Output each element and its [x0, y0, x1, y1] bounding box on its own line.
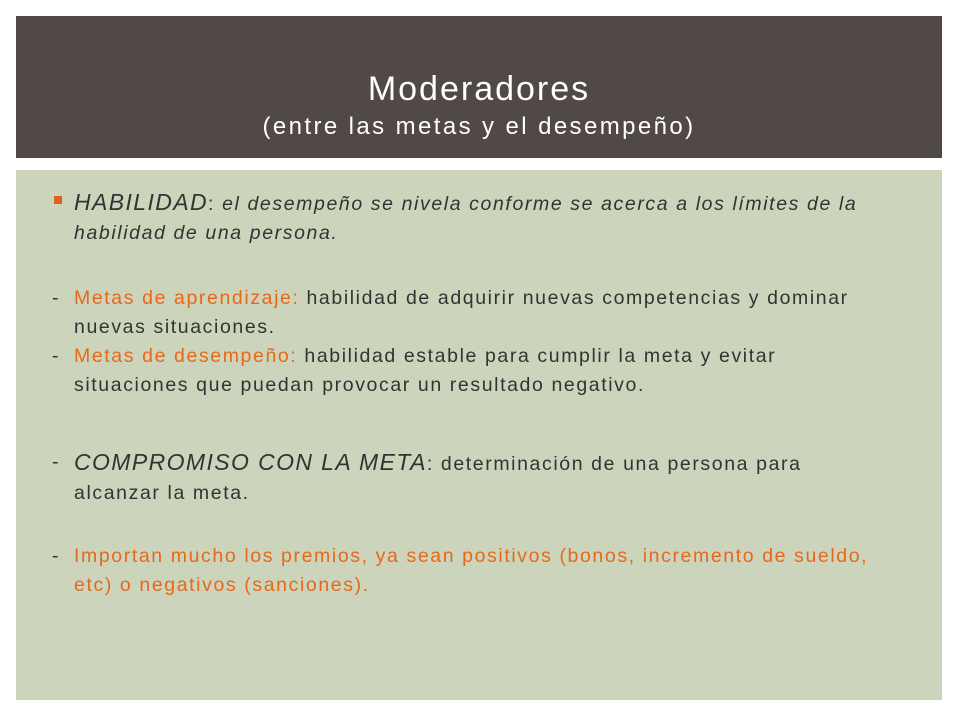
- aprendizaje-term: Metas de aprendizaje:: [74, 287, 300, 309]
- compromiso-term: COMPROMISO CON LA META: [74, 449, 427, 475]
- habilidad-text: el desempeño se nivela conforme se acerca a los límites de la habilidad de una persona.: [74, 193, 858, 244]
- slide-title-bar: [16, 16, 942, 158]
- premios-text: Importan mucho los premios, ya sean positivos (bonos, incremento de sueldo, etc) o negativos (sanciones).: [74, 545, 869, 596]
- slide-content: [16, 170, 942, 700]
- aprendizaje-text: habilidad de adquirir nuevas competencias y dominar nuevas situaciones.: [74, 287, 849, 338]
- bullet-square-icon: [54, 196, 62, 204]
- desempeno-text: habilidad estable para cumplir la meta y evitar situaciones que puedan provocar un resultado negativo.: [74, 345, 777, 396]
- bullet-metas-desempeno: [52, 342, 884, 400]
- slide-title: Moderadores: [367, 70, 591, 108]
- dash-marker: -: [52, 287, 61, 309]
- dash-marker: -: [52, 451, 61, 473]
- dash-marker: -: [52, 545, 61, 567]
- habilidad-term: HABILIDAD: [74, 189, 209, 215]
- compromiso-colon: :: [426, 453, 434, 475]
- compromiso-text: determinación de una persona para alcanzar la meta.: [74, 453, 802, 504]
- bullet-metas-aprendizaje: [52, 284, 884, 342]
- bullet-compromiso: [52, 448, 884, 508]
- desempeno-term: Metas de desempeño:: [74, 345, 298, 367]
- bullet-premios: [52, 542, 884, 600]
- habilidad-colon: :: [208, 193, 216, 215]
- dash-marker: -: [52, 345, 61, 367]
- bullet-habilidad: [74, 188, 884, 248]
- slide-subtitle: (entre las metas y el desempeño): [262, 113, 696, 140]
